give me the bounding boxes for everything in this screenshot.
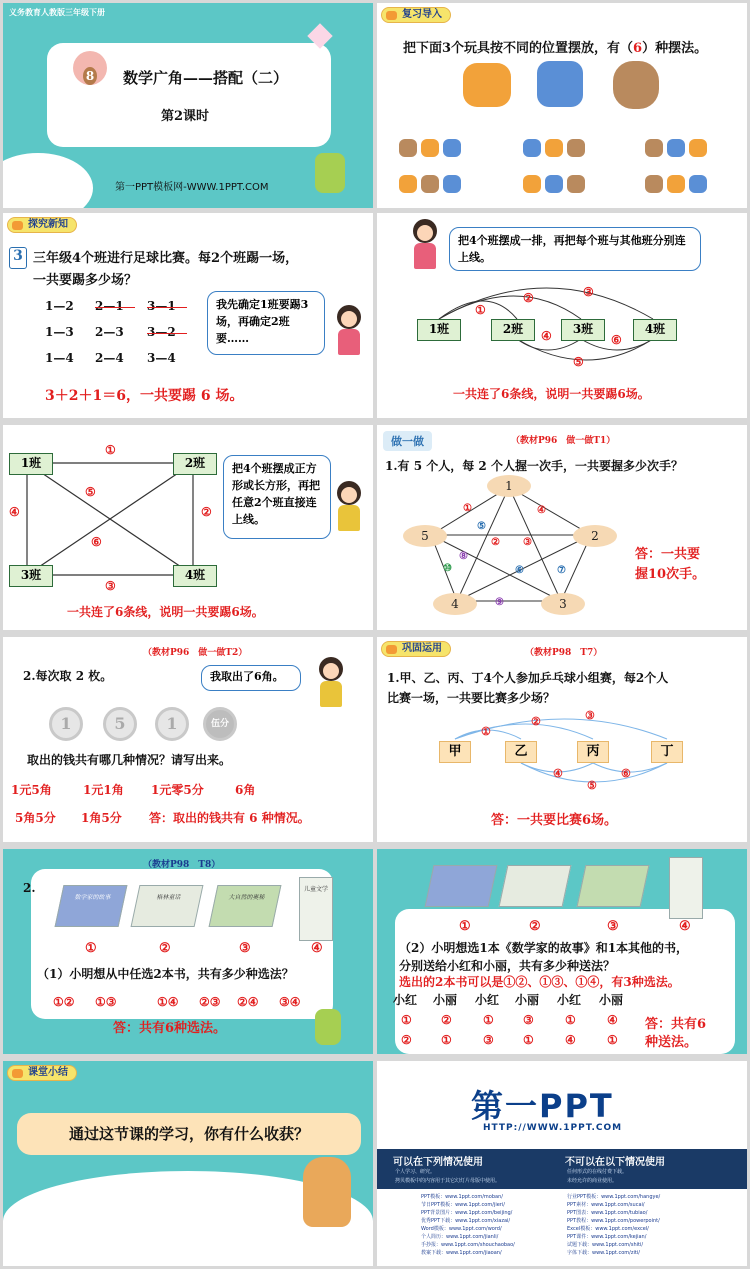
section-tag: 探究新知 bbox=[7, 217, 77, 233]
book-cover: 大自然的奥秘 bbox=[209, 885, 282, 927]
answer-line-2: 握10次手。 bbox=[635, 567, 706, 582]
book-cell: ③ bbox=[483, 1033, 494, 1047]
book-label: ④ bbox=[311, 941, 323, 956]
combo: ①② bbox=[53, 995, 75, 1009]
link[interactable]: Word模板：www.1ppt.com/word/ bbox=[421, 1226, 502, 1232]
bear-icon bbox=[399, 139, 417, 157]
pair-crossed: 2—1 bbox=[95, 299, 124, 313]
question bbox=[403, 37, 707, 56]
link[interactable]: 优秀PPT下载：www.1ppt.com/xiazai/ bbox=[421, 1218, 511, 1224]
case: 1元5角 bbox=[11, 783, 52, 797]
player-box: 甲 bbox=[439, 741, 471, 763]
strike-line bbox=[147, 333, 187, 334]
pair: 1—3 bbox=[45, 325, 74, 339]
line-number: ④ bbox=[537, 505, 546, 516]
line-number: ② bbox=[491, 537, 500, 548]
link-list-right bbox=[567, 1193, 660, 1257]
bear-icon bbox=[645, 175, 663, 193]
line-number: ② bbox=[531, 715, 541, 728]
line-number: ④ bbox=[9, 505, 20, 519]
book-cell: ① bbox=[483, 1013, 494, 1027]
dog-icon bbox=[463, 63, 511, 107]
question: 1.有 5 个人，每 2 个人握一次手，一共要握多少次手？ bbox=[385, 459, 683, 473]
can-use-title: 可以在下列情况使用 bbox=[393, 1157, 483, 1168]
cannot-item: 任何形式的在线付费下载。 bbox=[567, 1169, 628, 1175]
hint-bubble: 我取出了6角。 bbox=[201, 665, 301, 691]
book-label: ② bbox=[159, 941, 171, 956]
player-box: 乙 bbox=[505, 741, 537, 763]
link[interactable]: PPT教程：www.1ppt.com/powerpoint/ bbox=[567, 1218, 660, 1224]
combo: ②④ bbox=[237, 995, 259, 1009]
link[interactable]: 个人简历：www.1ppt.com/jianli/ bbox=[421, 1234, 499, 1240]
book-cover bbox=[499, 865, 572, 907]
textbook-ref: （教材P96 做一做T2） bbox=[143, 648, 248, 658]
bear-icon bbox=[567, 175, 585, 193]
question-line-1: 1.甲、乙、丙、丁4个人参加乒乓球小组赛，每2个人 bbox=[387, 671, 669, 685]
combo: ①④ bbox=[157, 995, 179, 1009]
class-box: 2班 bbox=[173, 453, 217, 475]
question-line-2: 一共要踢多少场？ bbox=[33, 273, 138, 288]
section-tag: 做一做 bbox=[383, 431, 432, 451]
line-number: ① bbox=[463, 503, 472, 514]
line-number: ⑥ bbox=[621, 767, 631, 780]
slide-8 bbox=[377, 637, 747, 842]
horse-icon bbox=[443, 139, 461, 157]
strike-line bbox=[147, 307, 187, 308]
slide-7 bbox=[3, 637, 373, 842]
logo-url: HTTP://WWW.1PPT.COM bbox=[483, 1123, 623, 1133]
book-cover bbox=[425, 865, 498, 907]
pair: 1—4 bbox=[45, 351, 74, 365]
link[interactable]: Excel模板：www.1ppt.com/excel/ bbox=[567, 1226, 649, 1232]
person: 3 bbox=[541, 593, 585, 615]
slide-1 bbox=[3, 3, 373, 208]
class-box: 4班 bbox=[173, 565, 217, 587]
combo: ②③ bbox=[199, 995, 221, 1009]
book-cover: 儿童文学 bbox=[299, 877, 333, 941]
dog-icon bbox=[523, 175, 541, 193]
answer-line-1: 答：共有6 bbox=[645, 1017, 707, 1032]
book-label: ③ bbox=[239, 941, 251, 956]
coin-1-jiao: 1 bbox=[155, 707, 189, 741]
question-line-2: 比赛一场，一共要比赛多少场？ bbox=[387, 691, 556, 705]
book-cell: ② bbox=[441, 1013, 452, 1027]
link[interactable]: PPT图表：www.1ppt.com/tubiao/ bbox=[567, 1210, 648, 1216]
coin-1-yuan: 1 bbox=[49, 707, 83, 741]
recipient-header: 小丽 bbox=[433, 993, 458, 1007]
textbook-ref: （教材P96 做一做T1） bbox=[511, 436, 616, 446]
recipient-header: 小红 bbox=[475, 993, 500, 1007]
case: 1元零5分 bbox=[151, 783, 204, 797]
hint-bubble: 我先确定1班要踢3场，再确定2班要…… bbox=[207, 291, 325, 355]
book-cell: ① bbox=[523, 1033, 534, 1047]
pair: 1—2 bbox=[45, 299, 74, 313]
answer-line-1: 答：一共要 bbox=[635, 547, 701, 562]
girl-icon bbox=[331, 305, 367, 357]
line-number: ⑥ bbox=[91, 535, 102, 549]
book-cell: ③ bbox=[523, 1013, 534, 1027]
line-number: ④ bbox=[553, 767, 563, 780]
line-number: ⑤ bbox=[85, 485, 96, 499]
class-box: 4班 bbox=[633, 319, 677, 341]
line-number: ③ bbox=[583, 285, 594, 299]
line-number: ④ bbox=[541, 329, 552, 343]
slide-4 bbox=[377, 213, 747, 418]
book-label: ① bbox=[459, 919, 471, 934]
section-tag: 课堂小结 bbox=[7, 1065, 77, 1081]
line-number: ⑨ bbox=[495, 597, 504, 608]
lesson-title: 第2课时 bbox=[161, 109, 210, 124]
pair: 3—4 bbox=[147, 351, 176, 365]
summary-question: 通过这节课的学习，你有什么收获？ bbox=[17, 1113, 361, 1155]
cloud-left bbox=[3, 153, 93, 208]
question-line-1: （2）小明想选1本《数学家的故事》和1本其他的书， bbox=[399, 941, 689, 955]
question-line-2: 分别送给小红和小丽，共有多少种送法？ bbox=[399, 959, 616, 973]
slide-9 bbox=[3, 849, 373, 1054]
case: 5角5分 bbox=[15, 811, 56, 825]
horse-icon bbox=[523, 139, 541, 157]
hint-bubble: 把4个班摆成正方形或长方形，再把任意2个班直接连上线。 bbox=[223, 455, 331, 539]
link[interactable]: 教案下载：www.1ppt.com/jiaoan/ bbox=[421, 1250, 502, 1256]
dog-icon bbox=[545, 139, 563, 157]
recipient-header: 小丽 bbox=[599, 993, 624, 1007]
book-cover: 数学家的故事 bbox=[55, 885, 128, 927]
robot-icon bbox=[315, 1009, 341, 1045]
logo: 第一PPT bbox=[471, 1087, 614, 1125]
line-number: ⑧ bbox=[459, 551, 468, 562]
book-cell: ② bbox=[401, 1033, 412, 1047]
line-number: ③ bbox=[105, 579, 116, 593]
line-number: ① bbox=[105, 443, 116, 457]
book-cell: ① bbox=[441, 1033, 452, 1047]
question-post: ）种摆法。 bbox=[642, 41, 708, 56]
combo: ①③ bbox=[95, 995, 117, 1009]
class-box: 2班 bbox=[491, 319, 535, 341]
book-label: ① bbox=[85, 941, 97, 956]
can-item: 个人学习、研究。 bbox=[395, 1169, 436, 1175]
slide-11 bbox=[3, 1061, 373, 1266]
line-number: ② bbox=[201, 505, 212, 519]
dog-icon bbox=[421, 139, 439, 157]
horse-icon bbox=[537, 61, 583, 107]
example-number: 3 bbox=[9, 247, 27, 269]
class-box: 1班 bbox=[9, 453, 53, 475]
pair-crossed: 3—1 bbox=[147, 299, 176, 313]
line-number: ② bbox=[523, 291, 534, 305]
line-number: ⑤ bbox=[477, 521, 486, 532]
dog-icon bbox=[689, 139, 707, 157]
link[interactable]: 节日PPT模板：www.1ppt.com/jieri/ bbox=[421, 1202, 505, 1208]
robot-icon bbox=[315, 153, 345, 193]
bear-icon bbox=[613, 61, 659, 109]
horse-icon bbox=[545, 175, 563, 193]
answer: 答：共有6种选法。 bbox=[113, 1021, 227, 1036]
book-cell: ① bbox=[607, 1033, 618, 1047]
line-number: ① bbox=[475, 303, 486, 317]
class-box: 3班 bbox=[561, 319, 605, 341]
link[interactable]: 试题下载：www.1ppt.com/shiti/ bbox=[567, 1242, 644, 1248]
can-item: 拷贝模板中的内容用于其它幻灯片母版中使用。 bbox=[395, 1178, 501, 1184]
answer: 答：一共要比赛6场。 bbox=[491, 813, 618, 828]
person: 2 bbox=[573, 525, 617, 547]
slide-10 bbox=[377, 849, 747, 1054]
note: 选出的2本书可以是①②、①③、①④，有3种选法。 bbox=[399, 975, 680, 989]
boy-icon bbox=[313, 657, 349, 709]
answer-line-2: 种送法。 bbox=[645, 1035, 698, 1050]
bear-icon bbox=[645, 139, 663, 157]
line-number: ③ bbox=[523, 537, 532, 548]
answer-value: 6 bbox=[633, 41, 643, 56]
book-cover bbox=[669, 857, 703, 919]
book-cell: ④ bbox=[565, 1033, 576, 1047]
question-line-1: 三年级4个班进行足球比赛。每2个班踢一场， bbox=[33, 251, 299, 266]
bear-icon bbox=[567, 139, 585, 157]
book-cover: 格林童话 bbox=[131, 885, 204, 927]
book-cover bbox=[577, 865, 650, 907]
unit-title: 数学广角——搭配（二） bbox=[123, 69, 289, 87]
player-box: 丙 bbox=[577, 741, 609, 763]
slide-3 bbox=[3, 213, 373, 418]
slide-2 bbox=[377, 3, 747, 208]
slide-5 bbox=[3, 425, 373, 630]
book-label: ③ bbox=[607, 919, 619, 934]
question: （1）小明想从中任选2本书，共有多少种选法？ bbox=[37, 967, 294, 981]
recipient-header: 小红 bbox=[393, 993, 418, 1007]
link-list-left bbox=[421, 1193, 515, 1257]
class-box: 3班 bbox=[9, 565, 53, 587]
cannot-item: 未经允许的商业使用。 bbox=[567, 1178, 618, 1184]
hint-bubble: 把4个班摆成一排，再把每个班与其他班分别连上线。 bbox=[449, 227, 701, 271]
question: 2.每次取 2 枚。 bbox=[23, 669, 113, 683]
bear-icon bbox=[421, 175, 439, 193]
book-label: ② bbox=[529, 919, 541, 934]
class-box: 1班 bbox=[417, 319, 461, 341]
question-2: 取出的钱共有哪几种情况？请写出来。 bbox=[27, 753, 232, 767]
coin-5-jiao: 5 bbox=[103, 707, 137, 741]
book-cell: ④ bbox=[607, 1013, 618, 1027]
line-number: ① bbox=[481, 725, 491, 738]
horse-icon bbox=[689, 175, 707, 193]
cannot-use-title: 不可以在以下情况使用 bbox=[565, 1157, 665, 1168]
recipient-header: 小丽 bbox=[515, 993, 540, 1007]
horse-icon bbox=[667, 139, 685, 157]
book-cell: ① bbox=[565, 1013, 576, 1027]
player-box: 丁 bbox=[651, 741, 683, 763]
horse-icon bbox=[443, 175, 461, 193]
book-cell: ① bbox=[401, 1013, 412, 1027]
section-tag: 复习导入 bbox=[381, 7, 451, 23]
question-number: 2. bbox=[23, 881, 36, 895]
link[interactable]: PPT课件：www.1ppt.com/kejian/ bbox=[567, 1234, 647, 1240]
link[interactable]: PPT素材：www.1ppt.com/sucai/ bbox=[567, 1202, 645, 1208]
answer: 一共连了6条线，说明一共要踢6场。 bbox=[67, 605, 264, 619]
line-number: ⑥ bbox=[515, 565, 524, 576]
strike-line bbox=[95, 307, 135, 308]
person: 1 bbox=[487, 475, 531, 497]
boy-icon bbox=[331, 481, 367, 533]
textbook-ref: （教材P98 T8） bbox=[143, 860, 221, 870]
link[interactable]: PPT背景图片：www.1ppt.com/beijing/ bbox=[421, 1210, 513, 1216]
slide-6 bbox=[377, 425, 747, 630]
line-number: ⑤ bbox=[573, 355, 584, 369]
combo: ③④ bbox=[279, 995, 301, 1009]
line-number: ⑦ bbox=[557, 565, 566, 576]
link[interactable]: 手抄报：www.1ppt.com/shouchaobao/ bbox=[421, 1242, 515, 1248]
pair: 2—3 bbox=[95, 325, 124, 339]
unit-number: 8 bbox=[83, 67, 97, 85]
answer: 答：取出的钱共有 6 种情况。 bbox=[149, 811, 310, 825]
answer: 一共连了6条线，说明一共要踢6场。 bbox=[453, 387, 650, 401]
dog-icon bbox=[667, 175, 685, 193]
person: 5 bbox=[403, 525, 447, 547]
slide-12 bbox=[377, 1061, 747, 1266]
line-number: ⑤ bbox=[587, 779, 597, 792]
link[interactable]: PPT模板：www.1ppt.com/moban/ bbox=[421, 1194, 503, 1200]
case: 1元1角 bbox=[83, 783, 124, 797]
line-number: ⑥ bbox=[611, 333, 622, 347]
coin-5-fen: 伍分 bbox=[203, 707, 237, 741]
question-pre: 把下面3个玩具按不同的位置摆放，有（ bbox=[403, 41, 634, 56]
answer: 3＋2＋1＝6，一共要踢 6 场。 bbox=[45, 388, 244, 404]
section-tag: 巩固运用 bbox=[381, 641, 451, 657]
site-text: 第一PPT模板网-WWW.1PPT.COM bbox=[115, 182, 269, 193]
case: 6角 bbox=[235, 783, 256, 797]
link[interactable]: 字体下载：www.1ppt.com/ziti/ bbox=[567, 1250, 640, 1256]
bear-icon bbox=[303, 1157, 351, 1227]
person: 4 bbox=[433, 593, 477, 615]
line-number: ⑩ bbox=[443, 563, 452, 574]
dog-icon bbox=[399, 175, 417, 193]
grade-label: 义务教育人教版三年级下册 bbox=[9, 8, 105, 17]
case: 1角5分 bbox=[81, 811, 122, 825]
textbook-ref: （教材P98 T7） bbox=[525, 648, 603, 658]
line-number: ③ bbox=[585, 709, 595, 722]
pair-crossed: 3—2 bbox=[147, 325, 176, 339]
recipient-header: 小红 bbox=[557, 993, 582, 1007]
book-label: ④ bbox=[679, 919, 691, 934]
link[interactable]: 行业PPT模板：www.1ppt.com/hangye/ bbox=[567, 1194, 661, 1200]
pair: 2—4 bbox=[95, 351, 124, 365]
